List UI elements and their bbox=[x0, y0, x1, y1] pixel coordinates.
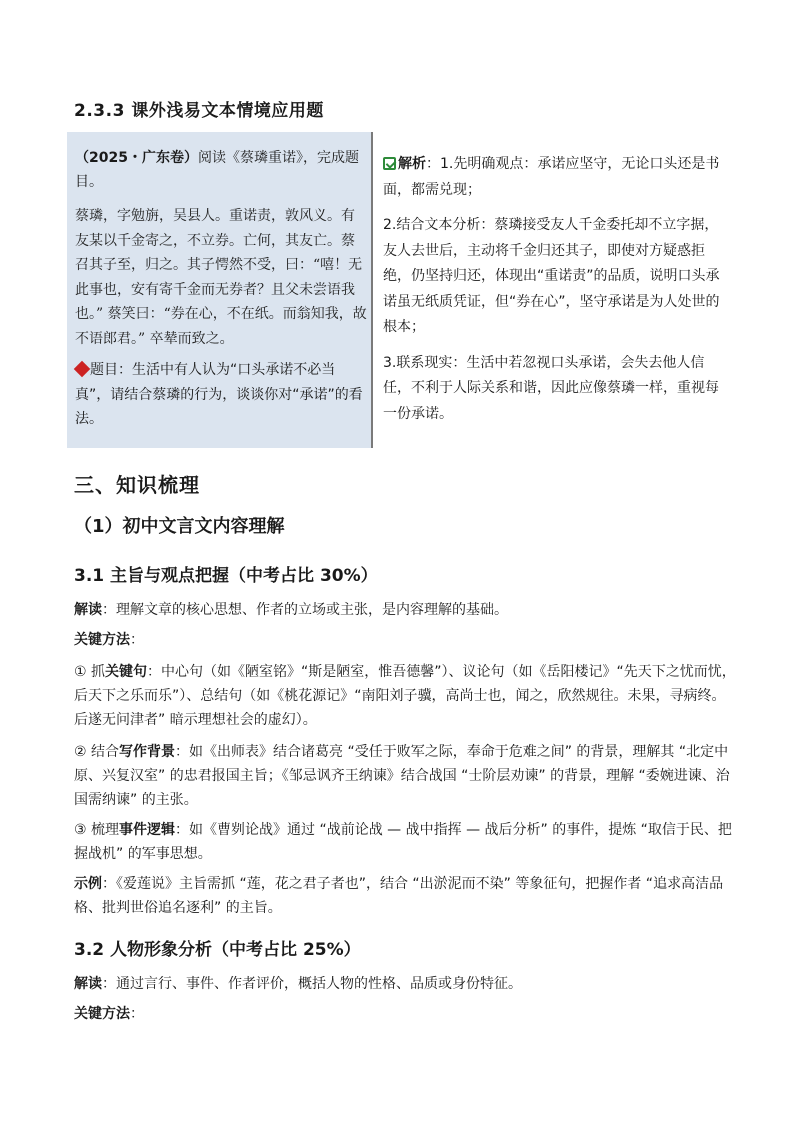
subsection-1-heading: （1）初中文言文内容理解 bbox=[74, 516, 285, 537]
methods-label-2: 关键方法 bbox=[74, 1006, 130, 1022]
method-2-prefix: ② 结合 bbox=[74, 744, 120, 760]
method-3-prefix: ③ 梳理 bbox=[74, 822, 120, 838]
task-label: 题目 bbox=[90, 362, 118, 378]
checkbox-icon bbox=[383, 157, 396, 170]
classical-text: 蔡璘，字勉旃，吴县人。重诺责，敦风义。有友某以千金寄之，不立券。亡何，其友亡。蔡召其子至，归之。其子愕然不受，曰：“嘻！无此事也，安有寄千金而无券者？且父未尝语我也。” 蔡笑曰：“券在心，不在纸。而翁知我，故不语郎君。” 卒辇而致之。 bbox=[75, 208, 367, 347]
answer-point-2: 2.结合文本分析：蔡璘接受友人千金委托却不立字据，友人去世后，主动将千金归还其子，即使对方疑惑拒绝，仍坚持归还，体现出“重诺责”的品质，说明口头承诺虽无纸质凭证，但“券在心”，坚守承诺是为人处世的根本； bbox=[383, 217, 720, 335]
method-1-text: ：中心句（如《陋室铭》“斯是陋室，惟吾德馨”）、议论句（如《岳阳楼记》“先天下之忧而忧，后天下之乐而乐”）、总结句（如《桃花源记》“南阳刘子骥，高尚士也，闻之，欣然规往。未果，寻病终。后遂无问津者” 暗示理想社会的虚幻）。 bbox=[74, 664, 736, 728]
methods-label: 关键方法 bbox=[74, 632, 130, 648]
section-3-2-methods-label bbox=[74, 1002, 736, 1026]
answer-label: 解析 bbox=[398, 156, 426, 172]
answer-point-3: 3.联系现实：生活中若忽视口头承诺，会失去他人信任，不利于人际关系和谐，因此应像蔡璘一样，重视每一份承诺。 bbox=[383, 354, 719, 422]
section-3-1-reading bbox=[74, 598, 736, 622]
question-task bbox=[75, 358, 365, 432]
methods-colon-2: ： bbox=[130, 1006, 144, 1022]
method-3 bbox=[74, 818, 736, 866]
methods-colon: ： bbox=[130, 632, 144, 648]
section-3-2-heading: 3.2 人物形象分析（中考占比 25%） bbox=[74, 940, 361, 960]
task-text: ：生活中有人认为“口头承诺不必当真”，请结合蔡璘的行为，谈谈你对“承诺”的看法。 bbox=[75, 362, 363, 427]
reading-label: 解读 bbox=[74, 602, 102, 618]
example bbox=[74, 872, 736, 920]
answer-text-1: ：1.先明确观点：承诺应坚守，无论口头还是书面，都需兑现； bbox=[383, 156, 720, 198]
question-header bbox=[75, 146, 365, 194]
section-3-2-reading bbox=[74, 972, 736, 996]
red-diamond-icon bbox=[75, 362, 89, 376]
method-1-prefix: ① 抓 bbox=[74, 664, 106, 680]
method-3-text: ：如《曹刿论战》通过 “战前论战 — 战中指挥 — 战后分析” 的事件，提炼 “取信于民、把握战机” 的军事思想。 bbox=[74, 822, 732, 862]
section-3-1-methods-label bbox=[74, 628, 736, 652]
example-text: ：《爱莲说》主旨需抓 “莲，花之君子者也”，结合 “出淤泥而不染” 等象征句，把握作者 “追求高洁品格、批判世俗追名逐利” 的主旨。 bbox=[74, 876, 724, 916]
reading-text: ：理解文章的核心思想、作者的立场或主张，是内容理解的基础。 bbox=[102, 602, 508, 618]
answer-content bbox=[383, 152, 728, 429]
method-2-text: ：如《出师表》结合诸葛亮 “受任于败军之际，奉命于危难之间” 的背景，理解其 “北定中原、兴复汉室” 的忠君报国主旨；《邹忌讽齐王纳谏》结合战国 “士阶层劝谏” 的背景，理解 “委婉进谏、治国需纳谏” 的主张。 bbox=[74, 744, 730, 808]
method-2-keyword: 写作背景 bbox=[119, 744, 176, 760]
method-1-keyword: 关键句 bbox=[105, 664, 148, 680]
reading-label-2: 解读 bbox=[74, 976, 102, 992]
question-panel bbox=[67, 132, 373, 448]
method-3-keyword: 事件逻辑 bbox=[119, 822, 176, 838]
method-2 bbox=[74, 740, 736, 812]
method-1 bbox=[74, 660, 736, 732]
answer-panel bbox=[373, 132, 735, 448]
section-3-heading: 三、知识梳理 bbox=[74, 473, 200, 497]
question-answer-box bbox=[67, 132, 735, 448]
reading-text-2: ：通过言行、事件、作者评价，概括人物的性格、品质或身份特征。 bbox=[102, 976, 522, 992]
example-label: 示例 bbox=[74, 876, 102, 892]
section-3-1-heading: 3.1 主旨与观点把握（中考占比 30%） bbox=[74, 566, 378, 586]
answer-point-1 bbox=[383, 152, 728, 203]
question-intro: 阅读《蔡璘重诺》，完成题目。 bbox=[75, 150, 359, 190]
section-2-3-3-heading: 2.3.3 课外浅易文本情境应用题 bbox=[74, 101, 324, 121]
question-source: （2025・广东卷） bbox=[75, 150, 198, 166]
